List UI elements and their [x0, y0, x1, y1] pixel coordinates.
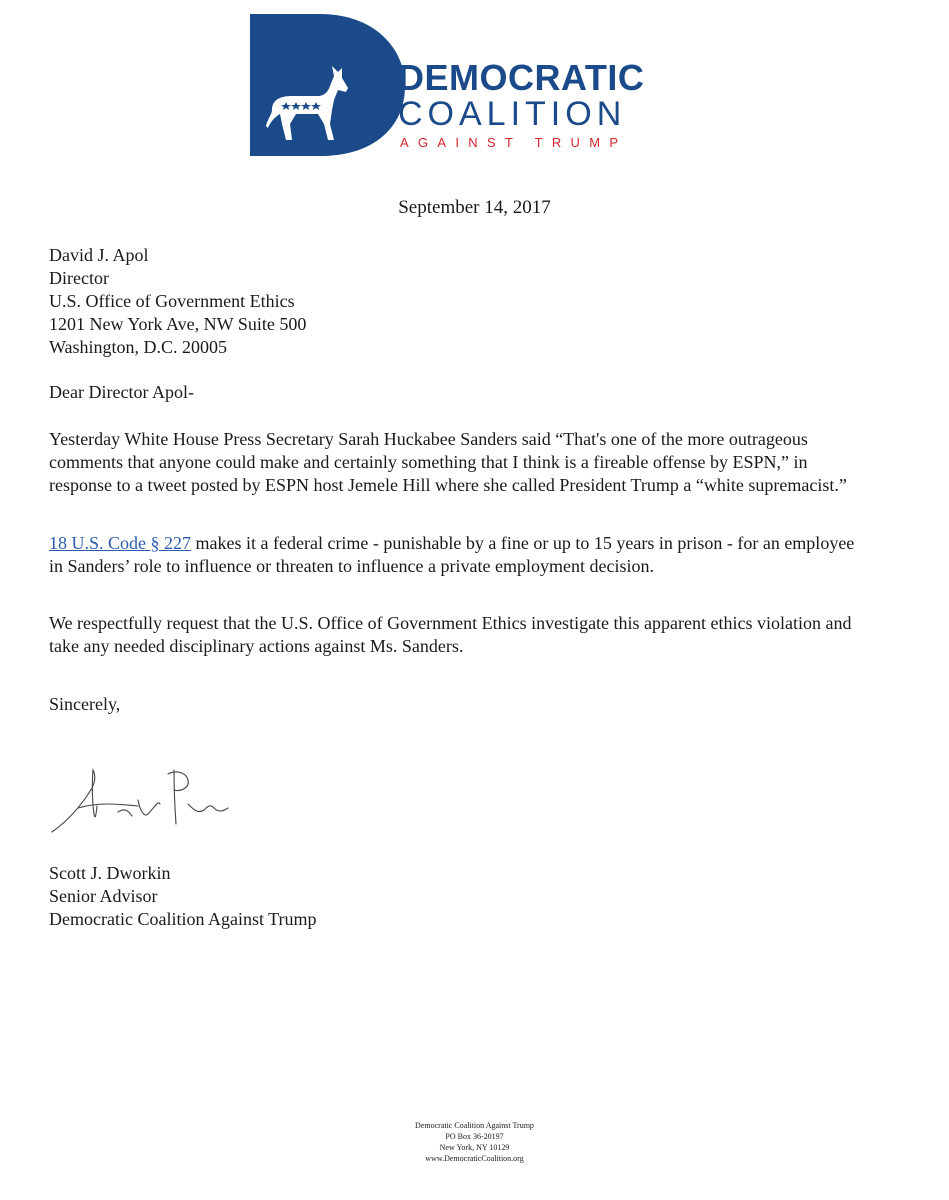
- logo-subtitle: COALITION: [398, 95, 627, 133]
- body-paragraph-2: [49, 532, 909, 578]
- body-paragraph-1: [49, 428, 909, 497]
- paragraph-line: [49, 532, 909, 555]
- recipient-address-line1: 1201 New York Ave, NW Suite 500: [49, 314, 307, 334]
- signer-organization: Democratic Coalition Against Trump: [49, 909, 317, 929]
- paragraph-text: makes it a federal crime - punishable by a fine or up to 15 years in prison - for an employee: [191, 533, 855, 553]
- paragraph-line: response to a tweet posted by ESPN host Jemele Hill where she called President Trump a “white supremacist.”: [49, 475, 847, 495]
- paragraph-line: Yesterday White House Press Secretary Sarah Huckabee Sanders said “That's one of the more outrageous: [49, 429, 808, 449]
- letter-footer: [0, 1120, 949, 1164]
- signer-name: Scott J. Dworkin: [49, 863, 171, 883]
- organization-logo: [250, 14, 690, 164]
- footer-city: New York, NY 10129: [439, 1143, 510, 1152]
- paragraph-line: take any needed disciplinary actions against Ms. Sanders.: [49, 636, 464, 656]
- logo-tagline: AGAINST TRUMP: [400, 135, 628, 150]
- recipient-title: Director: [49, 268, 109, 288]
- us-code-link[interactable]: 18 U.S. Code § 227: [49, 533, 192, 553]
- letter-date: September 14, 2017: [398, 197, 551, 218]
- recipient-address: [49, 244, 909, 359]
- logo-title: DEMOCRATIC: [398, 57, 645, 98]
- salutation: Dear Director Apol-: [49, 382, 194, 402]
- recipient-address-line2: Washington, D.C. 20005: [49, 337, 228, 357]
- logo-d-mark: [250, 14, 410, 164]
- footer-org: Democratic Coalition Against Trump: [415, 1121, 534, 1130]
- footer-po-box: PO Box 36-20197: [445, 1132, 504, 1141]
- signer-title: Senior Advisor: [49, 886, 158, 906]
- recipient-office: U.S. Office of Government Ethics: [49, 291, 295, 311]
- body-paragraph-3: [49, 612, 909, 658]
- paragraph-line: We respectfully request that the U.S. Office of Government Ethics investigate this apparent ethics violation and: [49, 613, 852, 633]
- paragraph-line: comments that anyone could make and certainly something that I think is a fireable offense by ESPN,” in: [49, 452, 808, 472]
- footer-website: www.DemocraticCoalition.org: [425, 1154, 524, 1163]
- closing: Sincerely,: [49, 694, 121, 714]
- paragraph-line: in Sanders’ role to influence or threaten to influence a private employment decision.: [49, 556, 654, 576]
- recipient-name: David J. Apol: [49, 245, 149, 265]
- handwritten-signature: [48, 760, 248, 840]
- signature-block: [49, 862, 909, 931]
